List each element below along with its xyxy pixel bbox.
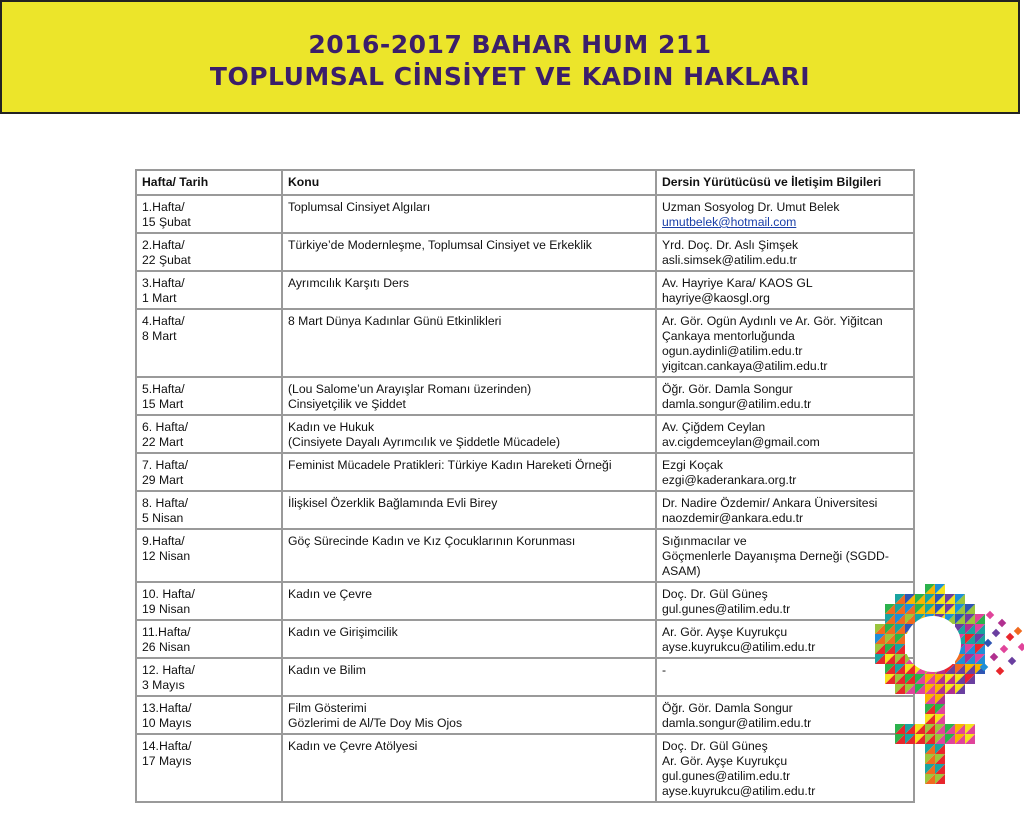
topic-cell: [282, 233, 656, 271]
table-header-row: [136, 170, 914, 195]
topic-cell: [282, 658, 656, 696]
mosaic-pixel: [1018, 643, 1024, 651]
mosaic-pixel: [1000, 645, 1008, 653]
topic-cell: [282, 415, 656, 453]
mosaic-pixel: [998, 619, 1006, 627]
instructor-cell: [656, 529, 914, 582]
cell-line: 13.Hafta/: [142, 701, 192, 715]
title-banner: [0, 0, 1020, 114]
week-cell: [136, 271, 282, 309]
cell-line: Kadın ve Girişimcilik: [288, 625, 398, 639]
cell-line: 15 Şubat: [142, 215, 191, 229]
cell-line: Öğr. Gör. Damla Songur: [662, 382, 793, 396]
cell-line: Türkiye’de Modernleşme, Toplumsal Cinsiyet ve Erkeklik: [288, 238, 592, 252]
cell-line: 4.Hafta/: [142, 314, 185, 328]
cell-line: 9.Hafta/: [142, 534, 185, 548]
topic-cell: [282, 491, 656, 529]
cell-line: 1.Hafta/: [142, 200, 185, 214]
mosaic-pixel: [996, 667, 1004, 675]
cell-line: İlişkisel Özerklik Bağlamında Evli Birey: [288, 496, 498, 510]
cell-line: 11.Hafta/: [142, 625, 191, 639]
week-cell: [136, 491, 282, 529]
instructor-cell: [656, 309, 914, 377]
cell-line: 10. Hafta/: [142, 587, 195, 601]
table-row: [136, 658, 914, 696]
header-week: Hafta/ Tarih: [136, 170, 282, 195]
email-text: asli.simsek@atilim.edu.tr: [662, 253, 797, 267]
table-row: [136, 415, 914, 453]
schedule-table: [135, 169, 915, 803]
week-cell: [136, 582, 282, 620]
week-cell: [136, 195, 282, 233]
cell-line: Doç. Dr. Gül Güneş: [662, 587, 768, 601]
cell-line: Göç Sürecinde Kadın ve Kız Çocuklarının Korunması: [288, 534, 576, 548]
cell-line: Av. Hayriye Kara/ KAOS GL: [662, 276, 813, 290]
cell-line: Yrd. Doç. Dr. Aslı Şimşek: [662, 238, 799, 252]
cell-line: 8 Mart: [142, 329, 177, 343]
cell-line: 19 Nisan: [142, 602, 191, 616]
cell-line: Cinsiyetçilik ve Şiddet: [288, 397, 406, 411]
table-row: [136, 696, 914, 734]
week-cell: [136, 415, 282, 453]
cell-line: Kadın ve Hukuk: [288, 420, 375, 434]
cell-line: 22 Şubat: [142, 253, 191, 267]
cell-line: 12 Nisan: [142, 549, 191, 563]
cell-line: Ezgi Koçak: [662, 458, 723, 472]
email-text: gul.gunes@atilim.edu.tr: [662, 602, 791, 616]
instructor-cell: [656, 491, 914, 529]
table-row: [136, 309, 914, 377]
cell-line: Uzman Sosyolog Dr. Umut Belek: [662, 200, 840, 214]
cell-line: Feminist Mücadele Pratikleri: Türkiye Kadın Hareketi Örneği: [288, 458, 612, 472]
table-row: [136, 582, 914, 620]
email-text: ayse.kuyrukcu@atilim.edu.tr: [662, 640, 816, 654]
instructor-cell: [656, 453, 914, 491]
email-text: ayse.kuyrukcu@atilim.edu.tr: [662, 784, 816, 798]
cell-line: (Lou Salome’un Arayışlar Romanı üzerinden): [288, 382, 532, 396]
cell-line: Av. Çiğdem Ceylan: [662, 420, 766, 434]
cell-line: 22 Mart: [142, 435, 184, 449]
email-text: hayriye@kaosgl.org: [662, 291, 770, 305]
topic-cell: [282, 453, 656, 491]
venus-symbol-icon: [875, 582, 1024, 792]
cell-line: 3.Hafta/: [142, 276, 185, 290]
topic-cell: [282, 309, 656, 377]
cell-line: Kadın ve Çevre: [288, 587, 373, 601]
cell-line: Dr. Nadire Özdemir/ Ankara Üniversitesi: [662, 496, 878, 510]
topic-cell: [282, 734, 656, 802]
cell-line: 2.Hafta/: [142, 238, 185, 252]
cell-line: 17 Mayıs: [142, 754, 192, 768]
cell-line: 15 Mart: [142, 397, 184, 411]
instructor-cell: [656, 233, 914, 271]
topic-cell: [282, 696, 656, 734]
cell-line: Kadın ve Bilim: [288, 663, 366, 677]
cell-line: Ar. Gör. Ayşe Kuyrukçu: [662, 754, 788, 768]
cell-line: Öğr. Gör. Damla Songur: [662, 701, 793, 715]
topic-cell: [282, 377, 656, 415]
cell-line: 8. Hafta/: [142, 496, 189, 510]
email-text: damla.songur@atilim.edu.tr: [662, 716, 812, 730]
cell-line: Kadın ve Çevre Atölyesi: [288, 739, 418, 753]
week-cell: [136, 309, 282, 377]
instructor-cell: [656, 271, 914, 309]
week-cell: [136, 620, 282, 658]
cell-line: Ayrımcılık Karşıtı Ders: [288, 276, 409, 290]
table-row: [136, 620, 914, 658]
table-row: [136, 195, 914, 233]
cell-line: 6. Hafta/: [142, 420, 189, 434]
table-row: [136, 734, 914, 802]
cell-line: Doç. Dr. Gül Güneş: [662, 739, 768, 753]
mosaic-pixel: [986, 611, 994, 619]
cell-line: Toplumsal Cinsiyet Algıları: [288, 200, 431, 214]
email-text: naozdemir@ankara.edu.tr: [662, 511, 804, 525]
week-cell: [136, 233, 282, 271]
table-row: [136, 491, 914, 529]
email-text: gul.gunes@atilim.edu.tr: [662, 769, 791, 783]
week-cell: [136, 453, 282, 491]
cell-line: Ar. Gör. Ayşe Kuyrukçu: [662, 625, 788, 639]
email-text: yigitcan.cankaya@atilim.edu.tr: [662, 359, 828, 373]
email-text: damla.songur@atilim.edu.tr: [662, 397, 812, 411]
table-row: [136, 529, 914, 582]
header-instructor: Dersin Yürütücüsü ve İletişim Bilgileri: [656, 170, 914, 195]
mosaic-pixel: [1008, 657, 1016, 665]
cell-line: Çankaya mentorluğunda: [662, 329, 795, 343]
email-link[interactable]: umutbelek@hotmail.com: [662, 215, 797, 229]
mosaic-pixel: [1006, 633, 1014, 641]
email-text: av.cigdemceylan@gmail.com: [662, 435, 820, 449]
cell-line: Göçmenlerle Dayanışma Derneği (SGDD-: [662, 549, 889, 563]
topic-cell: [282, 195, 656, 233]
week-cell: [136, 529, 282, 582]
cell-line: Film Gösterimi: [288, 701, 367, 715]
cell-line: 12. Hafta/: [142, 663, 195, 677]
cell-line: (Cinsiyete Dayalı Ayrımcılık ve Şiddetle Mücadele): [288, 435, 561, 449]
table-row: [136, 233, 914, 271]
course-title: 2016-2017 BAHAR HUM 211: [308, 30, 712, 59]
cell-line: 5 Nisan: [142, 511, 184, 525]
cell-line: 5.Hafta/: [142, 382, 185, 396]
topic-cell: [282, 529, 656, 582]
cell-line: 3 Mayıs: [142, 678, 185, 692]
cell-line: ASAM): [662, 564, 701, 578]
instructor-cell: [656, 415, 914, 453]
cell-line: 8 Mart Dünya Kadınlar Günü Etkinlikleri: [288, 314, 502, 328]
cell-line: 29 Mart: [142, 473, 184, 487]
cell-line: 1 Mart: [142, 291, 177, 305]
header-topic: Konu: [282, 170, 656, 195]
topic-cell: [282, 620, 656, 658]
table-row: [136, 377, 914, 415]
mosaic-pixel: [992, 629, 1000, 637]
table-row: [136, 271, 914, 309]
week-cell: [136, 658, 282, 696]
instructor-cell: [656, 377, 914, 415]
week-cell: [136, 734, 282, 802]
mosaic-pixel: [1014, 627, 1022, 635]
topic-cell: [282, 582, 656, 620]
instructor-cell: [656, 195, 914, 233]
mosaic-pixel: [990, 653, 998, 661]
topic-cell: [282, 271, 656, 309]
cell-line: 7. Hafta/: [142, 458, 189, 472]
cell-line: Ar. Gör. Ogün Aydınlı ve Ar. Gör. Yiğitcan: [662, 314, 883, 328]
cell-line: 10 Mayıs: [142, 716, 192, 730]
email-text: ezgi@kaderankara.org.tr: [662, 473, 797, 487]
cell-line: 26 Nisan: [142, 640, 191, 654]
cell-line: Sığınmacılar ve: [662, 534, 747, 548]
cell-line: Gözlerimi de Al/Te Doy Mis Ojos: [288, 716, 463, 730]
cell-line: -: [662, 663, 667, 677]
week-cell: [136, 696, 282, 734]
mosaic-pixel: [984, 639, 992, 647]
email-text: ogun.aydinli@atilim.edu.tr: [662, 344, 803, 358]
course-subtitle: TOPLUMSAL CİNSİYET VE KADIN HAKLARI: [209, 62, 811, 91]
week-cell: [136, 377, 282, 415]
cell-line: 14.Hafta/: [142, 739, 192, 753]
table-row: [136, 453, 914, 491]
